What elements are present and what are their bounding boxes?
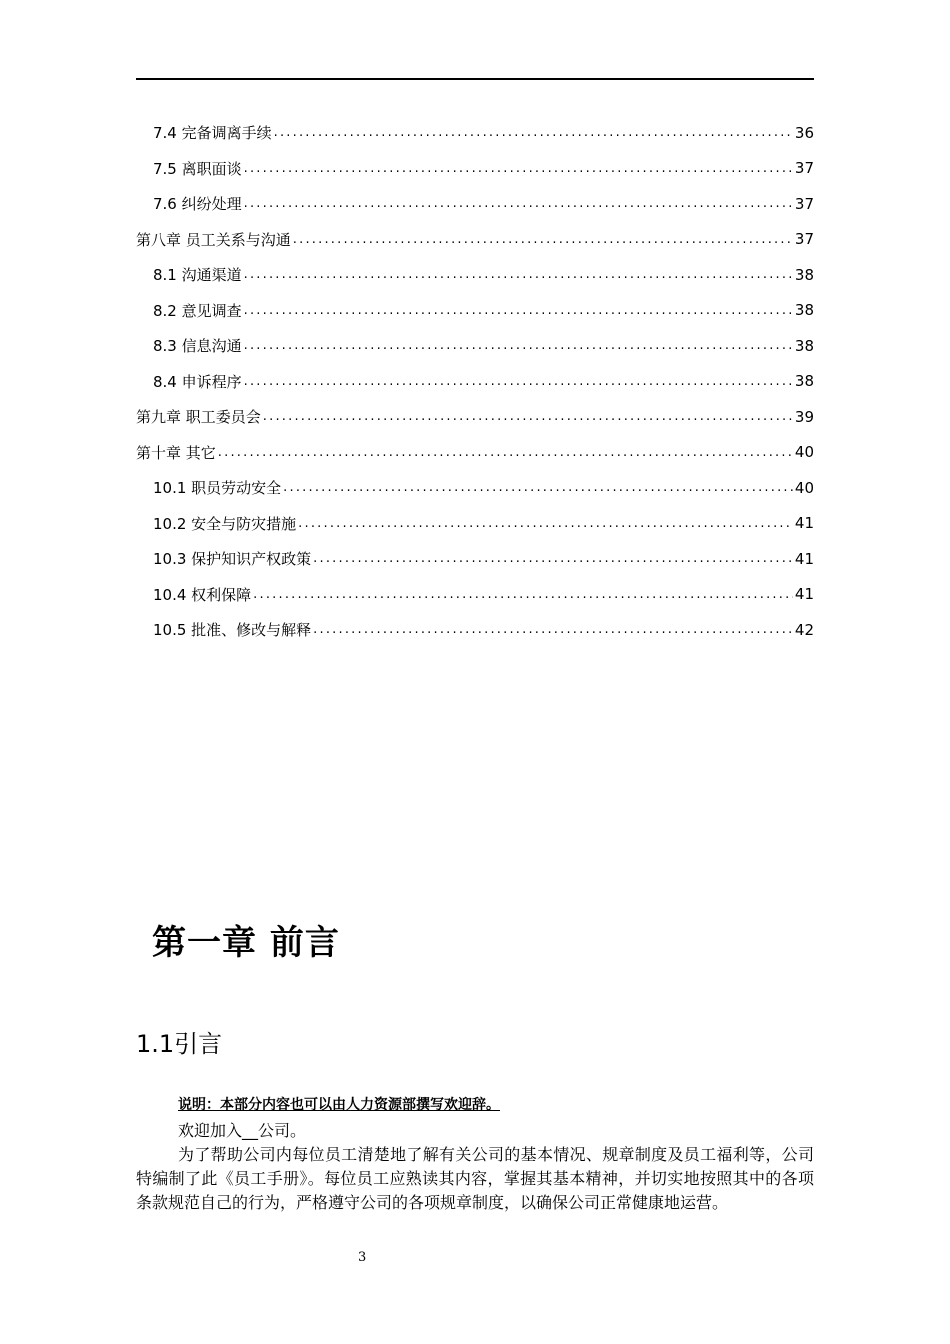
intro-paragraph: 为了帮助公司内每位员工清楚地了解有关公司的基本情况、规章制度及员工福利等，公司特编制了此《员工手册》。每位员工应熟读其内容，掌握其基本精神，并切实地按照其中的各项条款规范自己的行为，严格遵守公司的各项规章制度，以确保公司正常健康地运营。 [136, 1145, 814, 1212]
toc-entry-title: 10.1 职员劳动安全 [153, 479, 282, 498]
page-number: 3 [358, 1250, 367, 1265]
welcome-line: 欢迎加入__公司。 [178, 1121, 307, 1140]
toc-entry[interactable] [136, 293, 814, 329]
toc-entry-title: 8.1 沟通渠道 [153, 266, 242, 285]
toc-entry[interactable] [136, 151, 814, 187]
toc-leader-dots [244, 267, 793, 282]
toc-entry[interactable] [136, 222, 814, 258]
toc-entry[interactable] [136, 612, 814, 648]
toc-leader-dots [313, 551, 793, 566]
editor-note: 说明：本部分内容也可以由人力资源部撰写欢迎辞。 [178, 1097, 500, 1113]
toc-entry[interactable] [136, 364, 814, 400]
toc-entry[interactable] [136, 541, 814, 577]
toc-entry-page: 41 [794, 514, 814, 533]
toc-entry-page: 38 [794, 265, 814, 284]
toc-leader-dots [298, 516, 793, 531]
toc-entry-title: 7.6 纠纷处理 [153, 195, 242, 214]
toc-entry-title: 第十章 其它 [136, 443, 216, 462]
toc-entry-title: 8.3 信息沟通 [153, 337, 242, 356]
toc-entry-title: 10.2 安全与防灾措施 [153, 514, 297, 533]
toc-entry[interactable] [136, 577, 814, 613]
toc-entry-page: 38 [794, 372, 814, 391]
toc-entry-title: 7.4 完备调离手续 [153, 124, 272, 143]
toc-entry-title: 8.4 申诉程序 [153, 372, 242, 391]
toc-entry-page: 38 [794, 301, 814, 320]
toc-entry-title: 8.2 意见调查 [153, 301, 242, 320]
toc-leader-dots [293, 232, 793, 247]
header-rule [136, 78, 814, 80]
toc-entry[interactable] [136, 435, 814, 471]
toc-leader-dots [218, 445, 793, 460]
toc-entry[interactable] [136, 186, 814, 222]
toc-leader-dots [244, 196, 793, 211]
toc-entry-page: 40 [794, 443, 814, 462]
section-heading: 1.1引言 [136, 1030, 223, 1058]
toc-entry-page: 41 [794, 549, 814, 568]
toc-leader-dots [253, 587, 793, 602]
toc-entry-page: 37 [794, 194, 814, 213]
toc-leader-dots [283, 480, 793, 495]
toc-entry-page: 36 [794, 123, 814, 142]
toc-entry-title: 第八章 员工关系与沟通 [136, 230, 291, 249]
toc-entry[interactable] [136, 257, 814, 293]
toc-entry-page: 38 [794, 336, 814, 355]
toc-leader-dots [274, 125, 793, 140]
toc-leader-dots [244, 161, 793, 176]
toc-entry-page: 37 [794, 230, 814, 249]
toc-leader-dots [263, 409, 793, 424]
toc-entry-page: 41 [794, 585, 814, 604]
toc-entry-title: 10.3 保护知识产权政策 [153, 550, 312, 569]
toc-entry[interactable] [136, 115, 814, 151]
toc-entry-title: 7.5 离职面谈 [153, 159, 242, 178]
chapter-heading: 第一章 前言 [152, 923, 340, 963]
toc-entry-page: 37 [794, 159, 814, 178]
toc-entry-title: 10.4 权利保障 [153, 585, 252, 604]
toc-entry-page: 40 [794, 478, 814, 497]
toc-entry-page: 42 [794, 620, 814, 639]
toc-entry-title: 第九章 职工委员会 [136, 408, 261, 427]
table-of-contents [136, 115, 814, 648]
toc-entry[interactable] [136, 470, 814, 506]
toc-leader-dots [313, 622, 793, 637]
toc-entry[interactable] [136, 506, 814, 542]
toc-entry[interactable] [136, 328, 814, 364]
toc-leader-dots [244, 374, 793, 389]
toc-entry-title: 10.5 批准、修改与解释 [153, 621, 312, 640]
toc-entry[interactable] [136, 399, 814, 435]
toc-leader-dots [244, 338, 793, 353]
toc-leader-dots [244, 303, 793, 318]
toc-entry-page: 39 [794, 407, 814, 426]
